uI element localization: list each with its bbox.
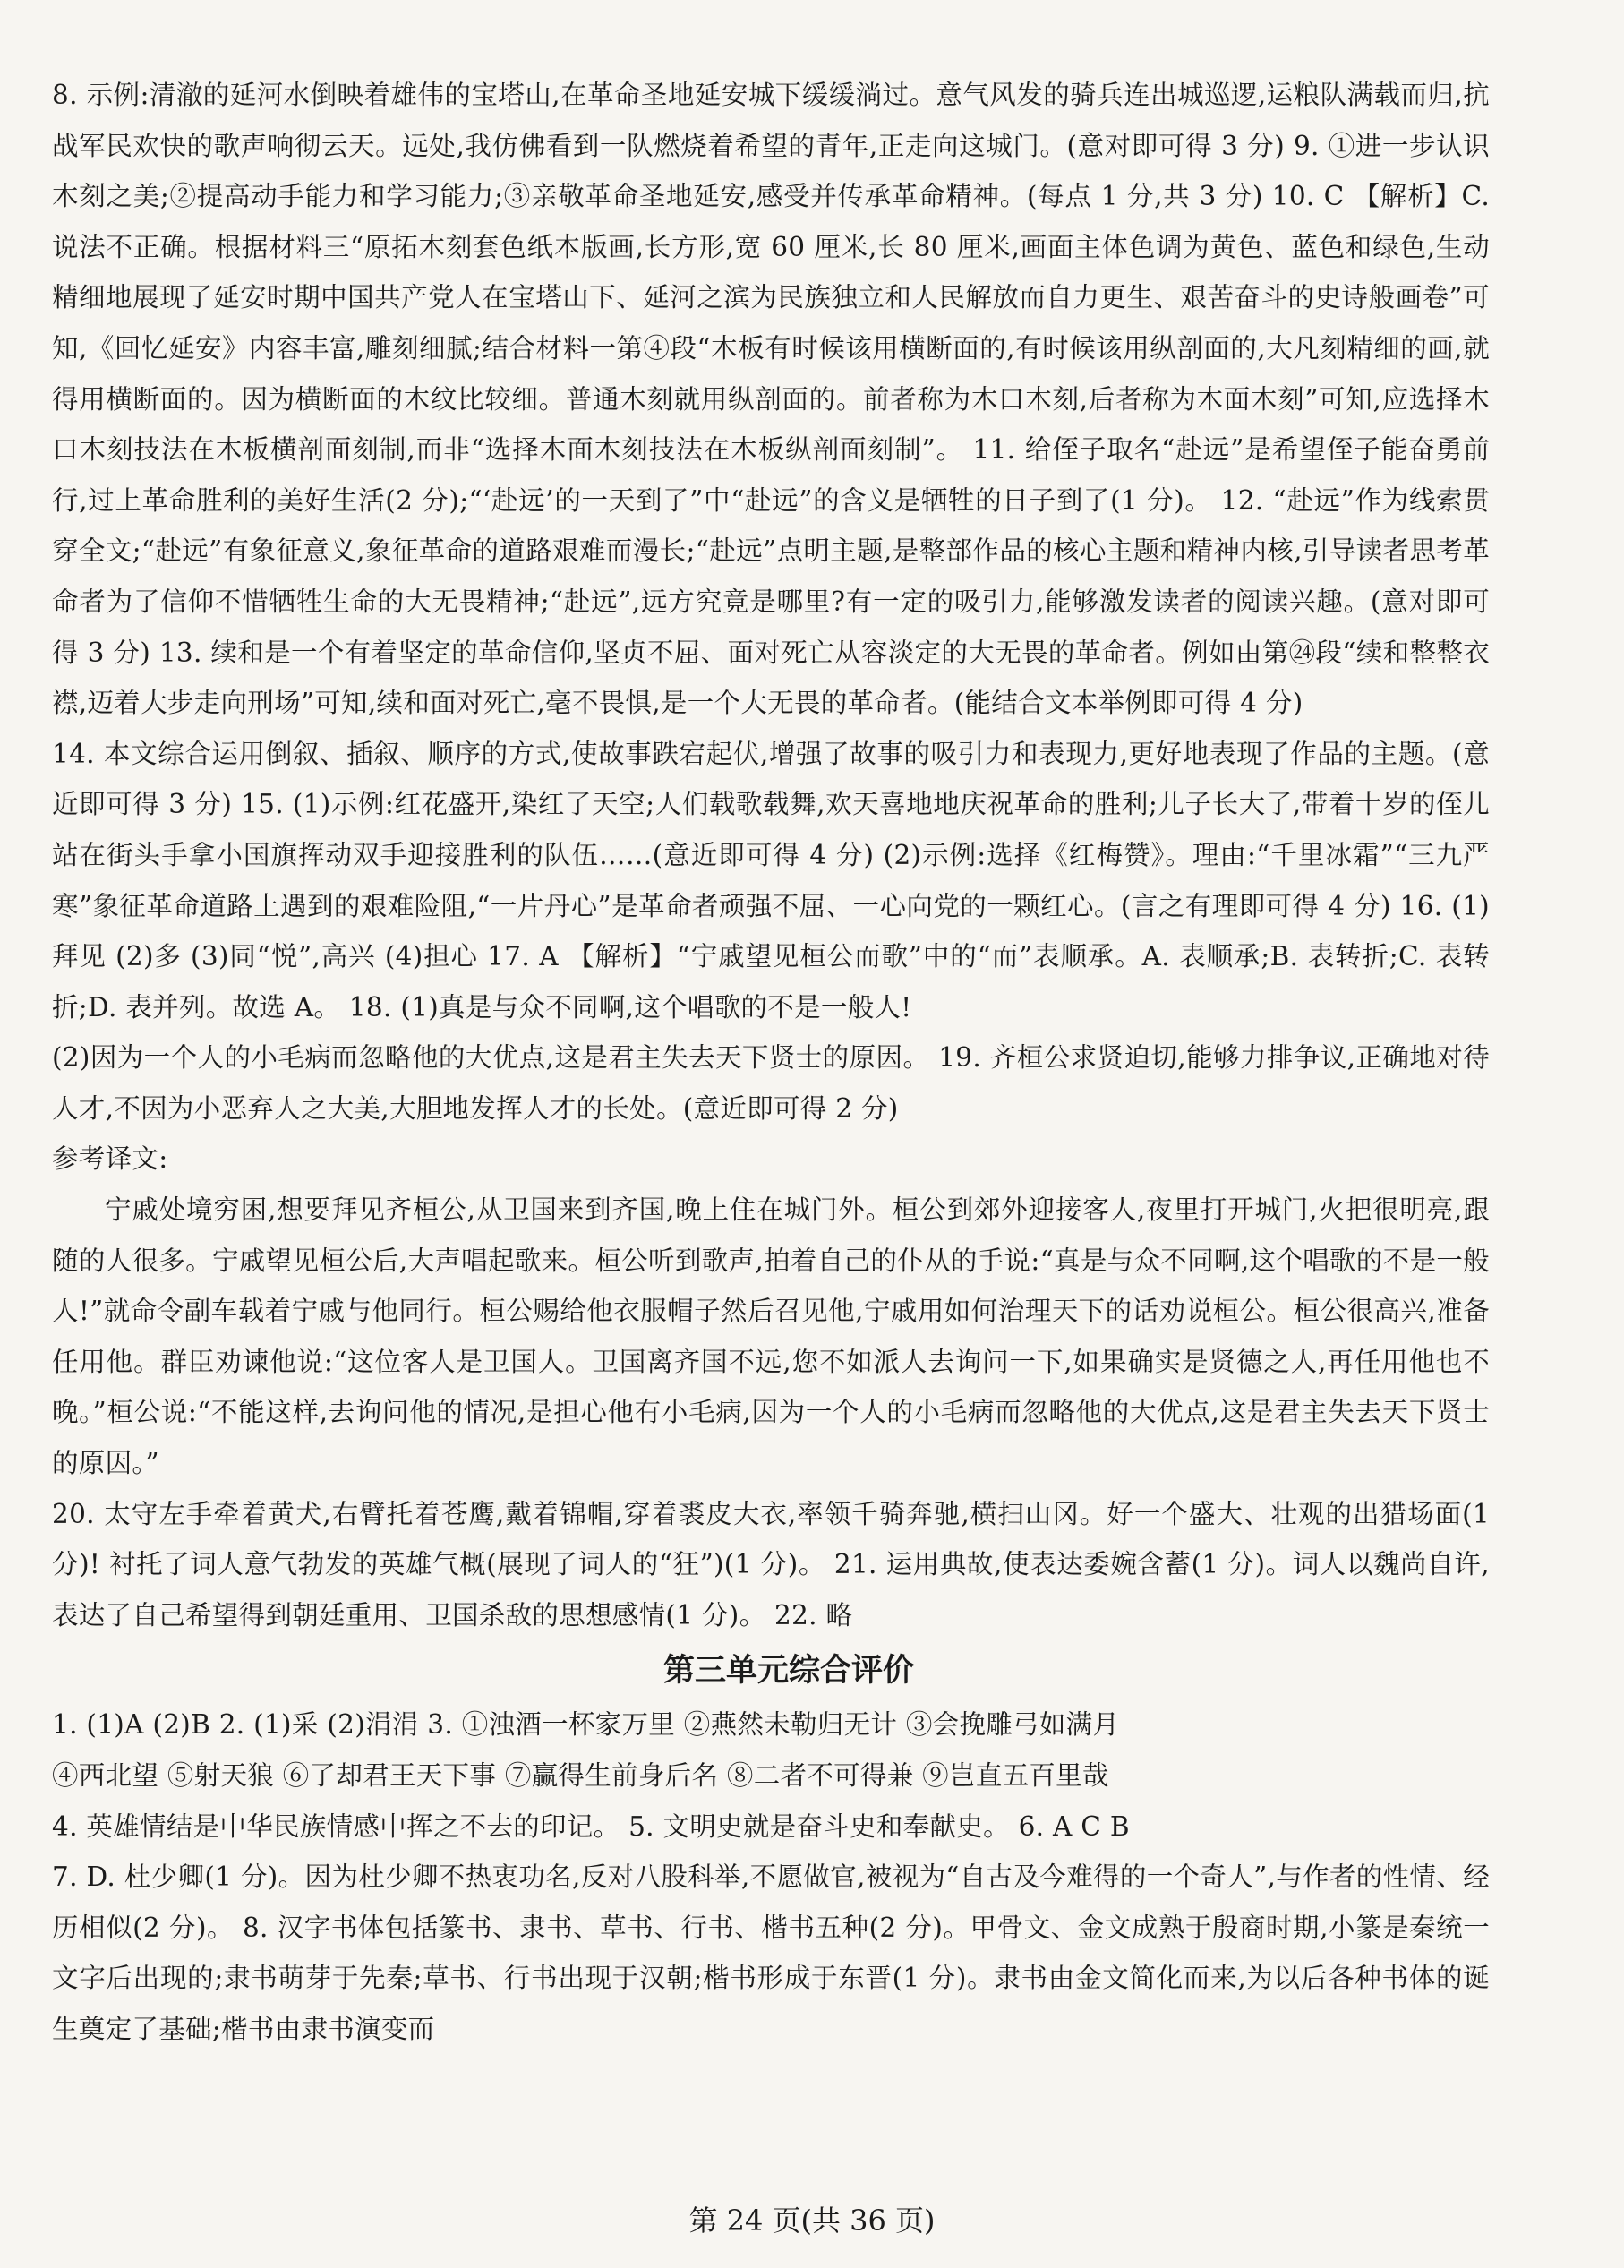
translation-label: 参考译文: (52, 1143, 168, 1175)
answers-8-to-13: 8. 示例:清澈的延河水倒映着雄伟的宝塔山,在革命圣地延安城下缓缓淌过。意气风发的骑兵连出城巡逻,运粮队满载而归,抗战军民欢快的歌声响彻云天。远处,我仿佛看到一队燃烧着希望的青年,正走向这城门。(意对即可得 3 分) 9. ①进一步认识木刻之美;②提高动手能力和学习能力;③亲敬革命圣地延安,感受并传承革命精神。(每点 1 分,共 3 分) 10. C 【解析】C. 说法不正确。根据材料三“原拓木刻套色纸本版画,长方形,宽 60 厘米,长 80 厘米,画面主体色调为黄色、蓝色和绿色,生动精细地展现了延安时期中国共产党人在宝塔山下、延河之滨为民族独立和人民解放而自力更生、艰苦奋斗的史诗般画卷”可知,《回忆延安》内容丰富,雕刻细腻;结合材料一第④段“木板有时候该用横断面的,有时候该用纵剖面的,大凡刻精细的画,就得用横断面的。因为横断面的木纹比较细。普通木刻就用纵剖面的。前者称为木口木刻,后者称为木面木刻”可知,应选择木口木刻技法在木板横剖面刻制,而非“选择木面木刻技法在木板纵剖面刻制”。 11. 给侄子取名“赴远”是希望侄子能奋勇前行,过上革命胜利的美好生活(2 分);“‘赴远’的一天到了”中“赴远”的含义是牺牲的日子到了(1 分)。 12. “赴远”作为线索贯穿全文;“赴远”有象征意义,象征革命的道路艰难而漫长;“赴远”点明主题,是整部作品的核心主题和精神内核,引导读者思考革命者为了信仰不惜牺牲生命的大无畏精神;“赴远”,远方究竟是哪里?有一定的吸引力,能够激发读者的阅读兴趣。(意对即可得 3 分) 13. 续和是一个有着坚定的革命信仰,坚贞不屈、面对死亡从容淡定的大无畏的革命者。例如由第㉔段“续和整整衣襟,迈着大步走向刑场”可知,续和面对死亡,毫不畏惧,是一个大无畏的革命者。(能结合文本举例即可得 4 分) (52, 80, 1490, 719)
reference-translation: 宁戚处境穷困,想要拜见齐桓公,从卫国来到齐国,晚上住在城门外。桓公到郊外迎接客人,夜里打开城门,火把很明亮,跟随的人很多。宁戚望见桓公后,大声唱起歌来。桓公听到歌声,拍着自己的仆从的手说:“真是与众不同啊,这个唱歌的不是一般人!”就命令副车载着宁戚与他同行。桓公赐给他衣服帽子然后召见他,宁戚用如何治理天下的话劝说桓公。桓公很高兴,准备任用他。群臣劝谏他说:“这位客人是卫国人。卫国离齐国不远,您不如派人去询问一下,如果确实是贤德之人,再任用他也不晚。”桓公说:“不能这样,去询问他的情况,是担心他有小毛病,因为一个人的小毛病而忽略他的大优点,这是君主失去天下贤士的原因。” (52, 1194, 1490, 1479)
unit3-answers-block (52, 1699, 1490, 2054)
answers-18-to-19: (2)因为一个人的小毛病而忽略他的大优点,这是君主失去天下贤士的原因。 19. 齐桓公求贤迫切,能够力排争议,正确地对待人才,不因为小恶弃人之大美,大胆地发挥人才的长处。(意近即可得 2 分) (52, 1042, 1490, 1124)
unit3-answers-line-2: ④西北望 ⑤射天狼 ⑥了却君王天下事 ⑦赢得生前身后名 ⑧二者不可得兼 ⑨岂直五百里哉 (52, 1760, 1109, 1791)
unit3-answers-7-8: 7. D. 杜少卿(1 分)。因为杜少卿不热衷功名,反对八股科举,不愿做官,被视为“自古及今难得的一个奇人”,与作者的性情、经历相似(2 分)。 8. 汉字书体包括篆书、隶书、草书、行书、楷书五种(2 分)。甲骨文、金文成熟于殷商时期,小篆是秦统一文字后出现的;隶书萌芽于先秦;草书、行书出现于汉朝;楷书形成于东晋(1 分)。隶书由金文简化而来,为以后各种书体的诞生奠定了基础;楷书由隶书演变而 (52, 1861, 1490, 2044)
section-title: 第三单元综合评价 (662, 1653, 914, 1690)
answers-unit2-block (52, 70, 1490, 1640)
unit3-answers-line-3: 4. 英雄情结是中华民族情感中挥之不去的印记。 5. 文明史就是奋斗史和奉献史。 6. A C B (52, 1810, 1130, 1842)
unit3-answers-line-1: 1. (1)A (2)B 2. (1)采 (2)涓涓 3. ①浊酒一杯家万里 ②燕然未勒归无计 ③会挽雕弓如满月 (52, 1709, 1120, 1741)
page-number-footer: 第 24 页(共 36 页) (688, 2204, 936, 2238)
answers-20-to-22: 20. 太守左手牵着黄犬,右臂托着苍鹰,戴着锦帽,穿着裘皮大衣,率领千骑奔驰,横扫山冈。好一个盛大、壮观的出猎场面(1 分)! 衬托了词人意气勃发的英雄气概(展现了词人的“狂”)(1 分)。 21. 运用典故,使表达委婉含蓄(1 分)。词人以魏尚自许,表达了自己希望得到朝廷重用、卫国杀敌的思想感情(1 分)。 22. 略 (52, 1498, 1490, 1630)
answers-14-to-18: 14. 本文综合运用倒叙、插叙、顺序的方式,使故事跌宕起伏,增强了故事的吸引力和表现力,更好地表现了作品的主题。(意近即可得 3 分) 15. (1)示例:红花盛开,染红了天空;人们载歌载舞,欢天喜地地庆祝革命的胜利;儿子长大了,带着十岁的侄儿站在街头手拿小国旗挥动双手迎接胜利的队伍……(意近即可得 4 分) (2)示例:选择《红梅赞》。理由:“千里冰霜”“三九严寒”象征革命道路上遇到的艰难险阻,“一片丹心”是革命者顽强不屈、一心向党的一颗红心。(言之有理即可得 4 分) 16. (1)拜见 (2)多 (3)同“悦”,高兴 (4)担心 17. A 【解析】“宁戚望见桓公而歌”中的“而”表顺承。A. 表顺承;B. 表转折;C. 表转折;D. 表并列。故选 A。 18. (1)真是与众不同啊,这个唱歌的不是一般人! (52, 738, 1490, 1023)
